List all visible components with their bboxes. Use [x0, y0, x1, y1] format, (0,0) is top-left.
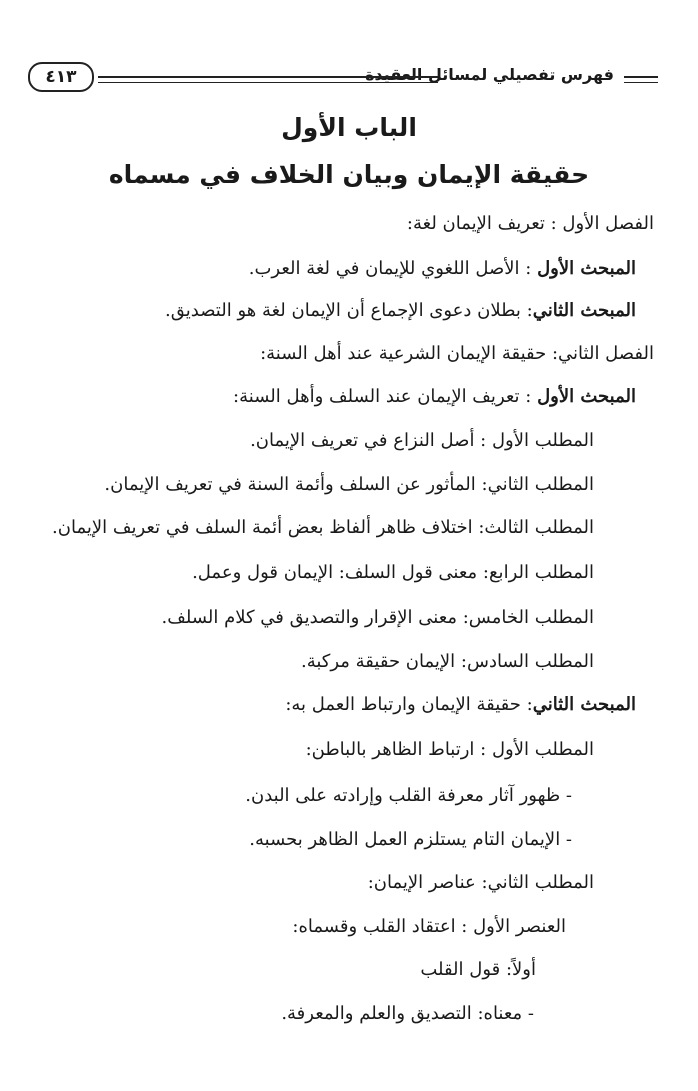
toc-line-3	[165, 298, 636, 324]
toc-line-text: : بطلان دعوى الإجماع أن الإيمان لغة هو التصديق.	[165, 300, 533, 321]
toc-line-text: المطلب الرابع: معنى قول السلف: الإيمان قول وعمل.	[192, 562, 594, 583]
toc-line-2	[249, 256, 636, 282]
toc-line-text: المطلب الثاني: عناصر الإيمان:	[367, 872, 594, 893]
toc-line-label: المبحث الأول	[537, 258, 636, 279]
toc-line-16	[368, 870, 594, 896]
header-rule	[98, 76, 438, 83]
part-title: الباب الأول	[281, 113, 417, 142]
toc-line-15	[249, 827, 572, 853]
toc-line-text: - الإيمان التام يستلزم العمل الظاهر بحسبه.	[249, 829, 572, 850]
toc-line-9	[192, 560, 594, 586]
toc-line-text: الفصل الثاني: حقيقة الإيمان الشرعية عند أهل السنة:	[260, 343, 654, 364]
toc-line-14	[245, 783, 572, 809]
toc-line-8	[52, 515, 594, 541]
toc-line-text: - ظهور آثار معرفة القلب وإرادته على البدن.	[245, 785, 572, 806]
toc-line-1	[407, 211, 654, 237]
header-rule-right	[624, 76, 658, 83]
toc-line-text: : حقيقة الإيمان وارتباط العمل به:	[285, 694, 533, 715]
toc-line-10	[162, 605, 594, 631]
toc-line-text: المطلب الأول : ارتباط الظاهر بالباطن:	[305, 739, 594, 760]
toc-line-text: المطلب السادس: الإيمان حقيقة مركبة.	[300, 651, 594, 672]
page-number: ٤١٣	[28, 62, 94, 92]
toc-line-12	[285, 692, 636, 718]
toc-line-11	[301, 649, 594, 675]
toc-line-6	[250, 428, 594, 454]
toc-line-label: المبحث الثاني	[532, 300, 636, 321]
toc-line-label: المبحث الثاني	[532, 694, 636, 715]
toc-line-text: - معناه: التصديق والعلم والمعرفة.	[281, 1003, 534, 1024]
toc-line-label: المبحث الأول	[537, 386, 636, 407]
toc-line-text: المطلب الثاني: المأثور عن السلف وأئمة السنة في تعريف الإيمان.	[104, 474, 594, 495]
running-head: فهرس تفصيلي لمسائل العقيدة	[365, 65, 614, 84]
toc-line-text: المطلب الأول : أصل النزاع في تعريف الإيمان.	[250, 430, 594, 451]
toc-line-18	[420, 957, 536, 983]
toc-line-text: : الأصل اللغوي للإيمان في لغة العرب.	[248, 258, 538, 279]
subject-title: حقيقة الإيمان وبيان الخلاف في مسماه	[108, 160, 590, 189]
toc-line-13	[306, 737, 594, 763]
page-header	[28, 62, 658, 92]
toc-line-text: المطلب الخامس: معنى الإقرار والتصديق في كلام السلف.	[161, 607, 594, 628]
toc-line-5	[233, 384, 636, 410]
toc-line-17	[292, 914, 566, 940]
toc-line-text: الفصل الأول : تعريف الإيمان لغة:	[406, 213, 654, 234]
toc-line-text: : تعريف الإيمان عند السلف وأهل السنة:	[233, 386, 538, 407]
toc-line-19	[281, 1001, 534, 1027]
toc-line-text: أولاً: قول القلب	[420, 959, 536, 980]
toc-line-4	[260, 341, 654, 367]
toc-line-text: المطلب الثالث: اختلاف ظاهر ألفاظ بعض أئمة السلف في تعريف الإيمان.	[52, 517, 594, 538]
toc-line-text: العنصر الأول : اعتقاد القلب وقسماه:	[292, 916, 566, 937]
toc-line-7	[104, 472, 594, 498]
